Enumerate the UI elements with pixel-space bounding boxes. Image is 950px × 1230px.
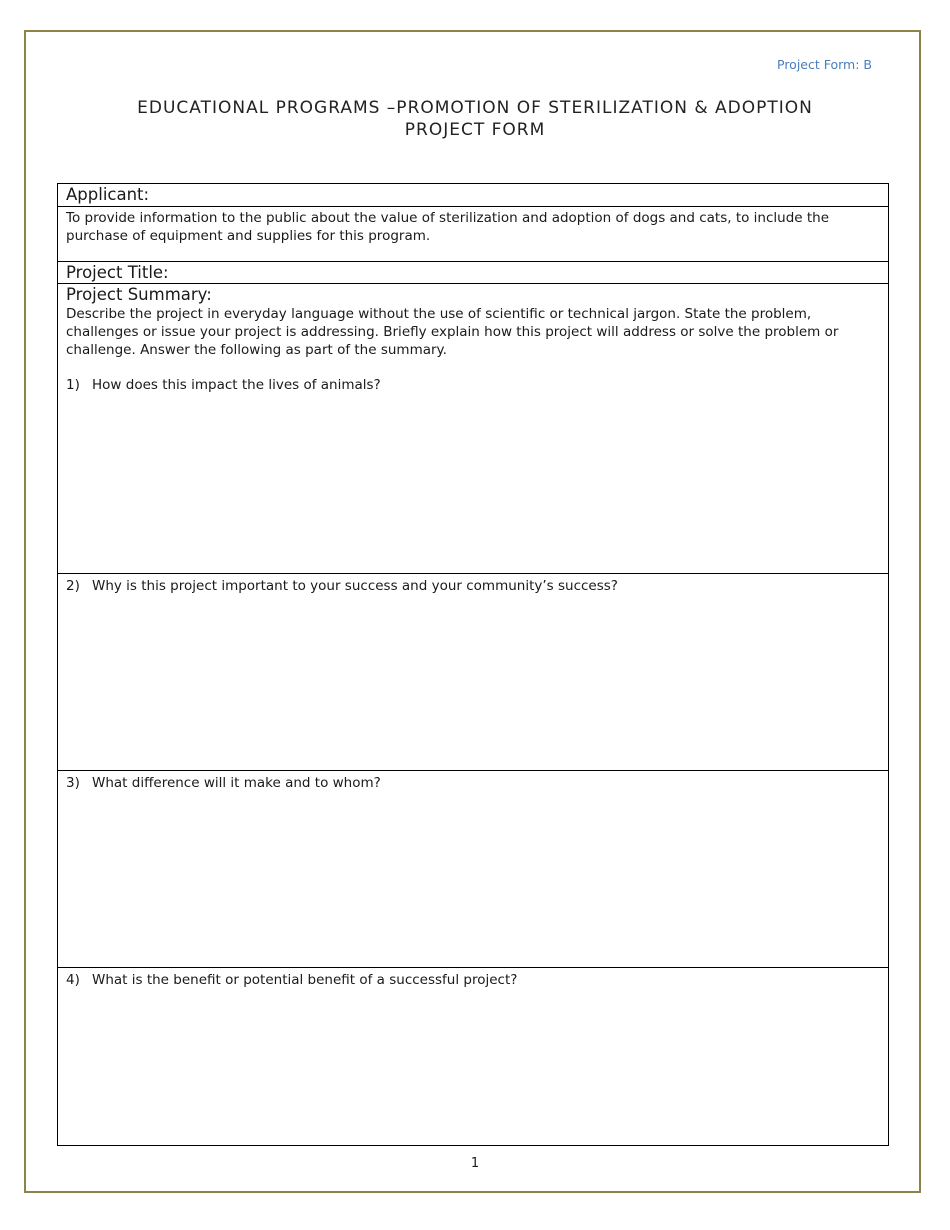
project-title-row[interactable] [58, 262, 888, 284]
question-text: How does this impact the lives of animals? [92, 377, 381, 393]
question-number: 3) [66, 775, 80, 791]
title-line-2: PROJECT FORM [404, 120, 546, 140]
question-number: 4) [66, 972, 80, 988]
applicant-label: Applicant: [66, 185, 150, 204]
summary-row[interactable] [58, 284, 888, 574]
question-4-row[interactable] [58, 968, 888, 1145]
question-3 [66, 771, 880, 792]
applicant-row[interactable] [58, 184, 888, 207]
title-line-1: EDUCATIONAL PROGRAMS –PROMOTION OF STERILIZATION & ADOPTION [137, 98, 813, 118]
question-text: What difference will it make and to whom? [92, 775, 381, 791]
question-2 [66, 574, 880, 595]
page-title [0, 97, 950, 141]
question-4 [66, 968, 880, 989]
form-code: Project Form: B [777, 57, 872, 72]
question-text: What is the benefit or potential benefit of a successful project? [92, 972, 518, 988]
question-1 [66, 373, 880, 394]
question-number: 1) [66, 377, 80, 393]
question-number: 2) [66, 578, 80, 594]
summary-instructions: Describe the project in everyday language without the use of scientific or technical jargon. State the problem, challenges or issue your project is addressing. Briefly explain how this project will address or solve the problem or challenge. Answer the following as part of the summary. [66, 306, 839, 358]
purpose-row [58, 207, 888, 262]
project-form-table [57, 183, 889, 1146]
question-2-row[interactable] [58, 574, 888, 771]
summary-label: Project Summary: [66, 285, 212, 304]
question-text: Why is this project important to your success and your community’s success? [92, 578, 618, 594]
project-title-label: Project Title: [66, 263, 169, 282]
question-3-row[interactable] [58, 771, 888, 968]
purpose-text: To provide information to the public about the value of sterilization and adoption of dogs and cats, to include the purchase of equipment and supplies for this program. [66, 210, 830, 244]
page-number: 1 [470, 1156, 480, 1171]
